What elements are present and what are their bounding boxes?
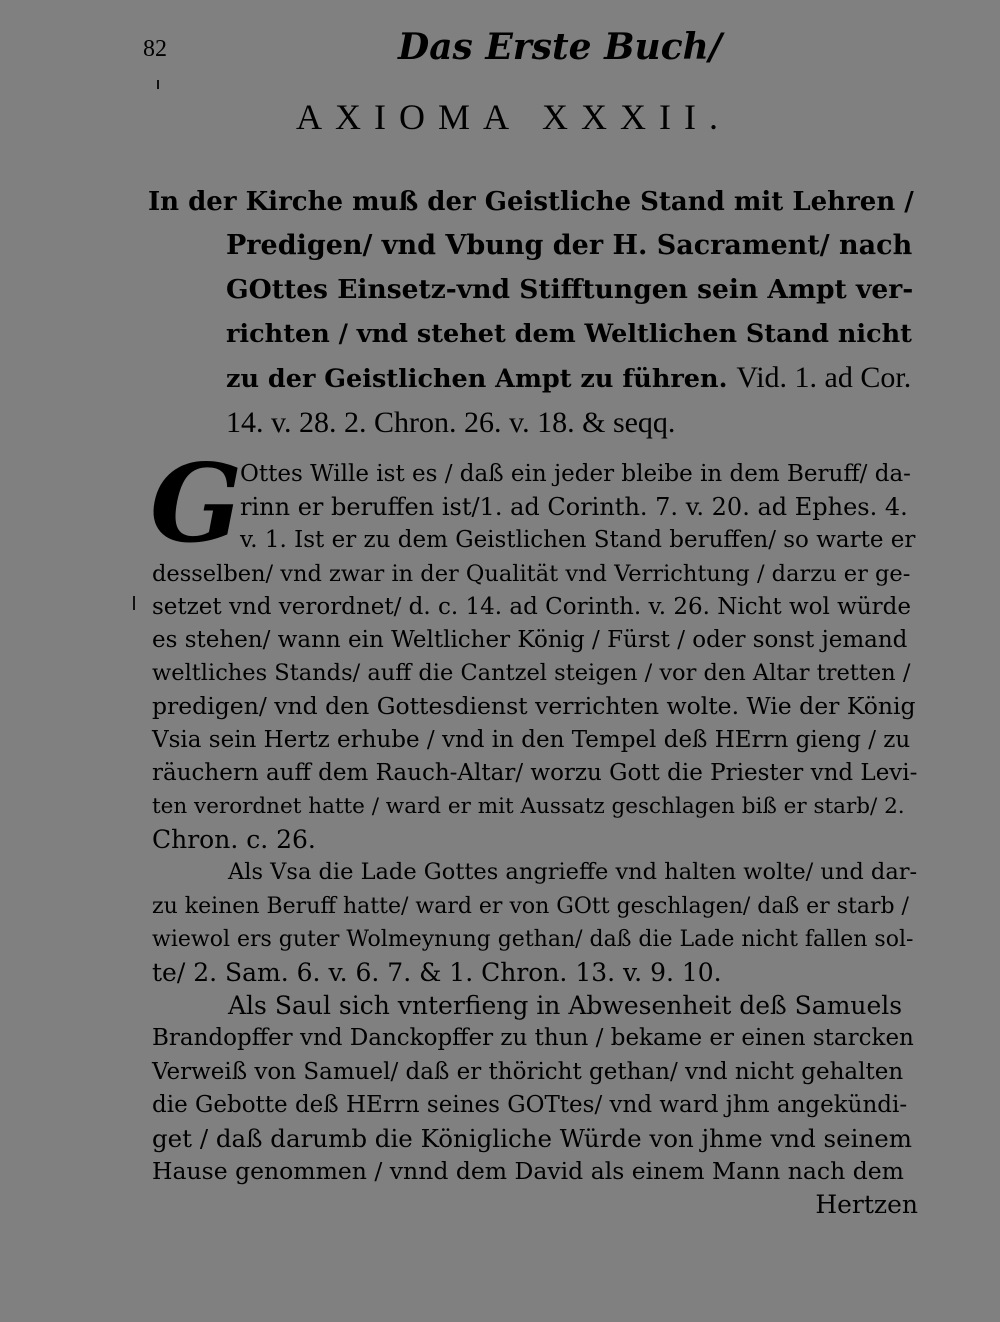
text-line: Brandopffer vnd Danckopffer zu thun / bekame er einen starcken — [152, 1025, 914, 1052]
text-line: v. 1. Ist er zu dem Geistlichen Stand beruffen/ so warte er — [240, 527, 916, 554]
text-line: zu keinen Beruff hatte/ ward er von GOtt geschlagen/ daß er starb / — [152, 893, 909, 919]
heading-line: In der Kirche muß der Geistliche Stand mit Lehren / — [148, 187, 914, 217]
text-line: setzet vnd verordnet/ d. c. 14. ad Corinth. v. 26. Nicht wol würde — [152, 593, 911, 620]
running-title: Das Erste Buch/ — [398, 26, 722, 68]
text-line: Als Saul sich vnterfieng in Abwesenheit deß Samuels — [228, 991, 903, 1021]
text-line: es stehen/ wann ein Weltlicher König / Fürst / oder sonst jemand — [152, 627, 908, 654]
heading-line: Predigen/ vnd Vbung der H. Sacrament/ nach — [226, 230, 913, 261]
text-line: te/ 2. Sam. 6. v. 6. 7. & 1. Chron. 13. v. 9. 10. — [152, 958, 722, 988]
text-line: get / daß darumb die Königliche Würde von jhme vnd seinem — [152, 1124, 912, 1154]
text-line: die Gebotte deß HErrn seines GOTtes/ vnd ward jhm angekündi- — [152, 1091, 908, 1118]
body-text — [152, 458, 918, 1222]
text-line: Vsia sein Hertz erhube / vnd in den Tempel deß HErrn gieng / zu — [152, 726, 911, 753]
catchword: Hertzen — [815, 1190, 918, 1220]
text-line: predigen/ vnd den Gottesdienst verrichten wolte. Wie der König — [152, 692, 916, 721]
text-line: räuchern auff dem Rauch-Altar/ worzu Gott die Priester vnd Levi- — [152, 759, 918, 786]
page-number: 82 — [143, 36, 167, 62]
heading-line-with-reference — [148, 356, 918, 401]
heading-line: zu der Geistlichen Ampt zu führen. — [226, 364, 728, 394]
text-line: Chron. c. 26. — [152, 825, 316, 855]
text-line: Hause genommen / vnnd dem David als einem Mann nach dem — [152, 1157, 904, 1186]
text-line: desselben/ vnd zwar in der Qualität vnd Verrichtung / darzu er ge- — [152, 560, 911, 587]
text-line: weltliches Stands/ auff die Cantzel steigen / vor den Altar tretten / — [152, 660, 911, 687]
text-line: wiewol ers guter Wolmeynung gethan/ daß die Lade nicht fallen sol- — [152, 926, 914, 952]
axiom-heading — [148, 180, 918, 445]
text-line: Als Vsa die Lade Gottes angrieffe vnd halten wolte/ und dar- — [228, 859, 918, 886]
text-line: Ottes Wille ist es / daß ein jeder bleibe in dem Beruff/ da- — [240, 461, 911, 487]
text-line: Verweiß von Samuel/ daß er thöricht gethan/ vnd nicht gehalten — [152, 1058, 904, 1085]
scripture-reference: 14. v. 28. 2. Chron. 26. v. 18. & seqq. — [226, 406, 676, 439]
scan-speck — [157, 80, 159, 89]
heading-line: richten / vnd stehet dem Weltlichen Stand nicht — [226, 319, 912, 349]
text-line: ten verordnet hatte / ward er mit Aussatz geschlagen biß er starb/ 2. — [152, 794, 905, 820]
drop-cap: G — [150, 441, 243, 567]
heading-line: GOttes Einsetz-vnd Stifftungen sein Ampt ver- — [226, 274, 914, 305]
scan-speck — [133, 596, 135, 610]
scripture-reference: Vid. 1. ad Cor. — [736, 361, 912, 394]
section-title: AXIOMA XXXII. — [296, 97, 731, 137]
text-line: rinn er beruffen ist/1. ad Corinth. 7. v. 20. ad Ephes. 4. — [240, 493, 908, 522]
